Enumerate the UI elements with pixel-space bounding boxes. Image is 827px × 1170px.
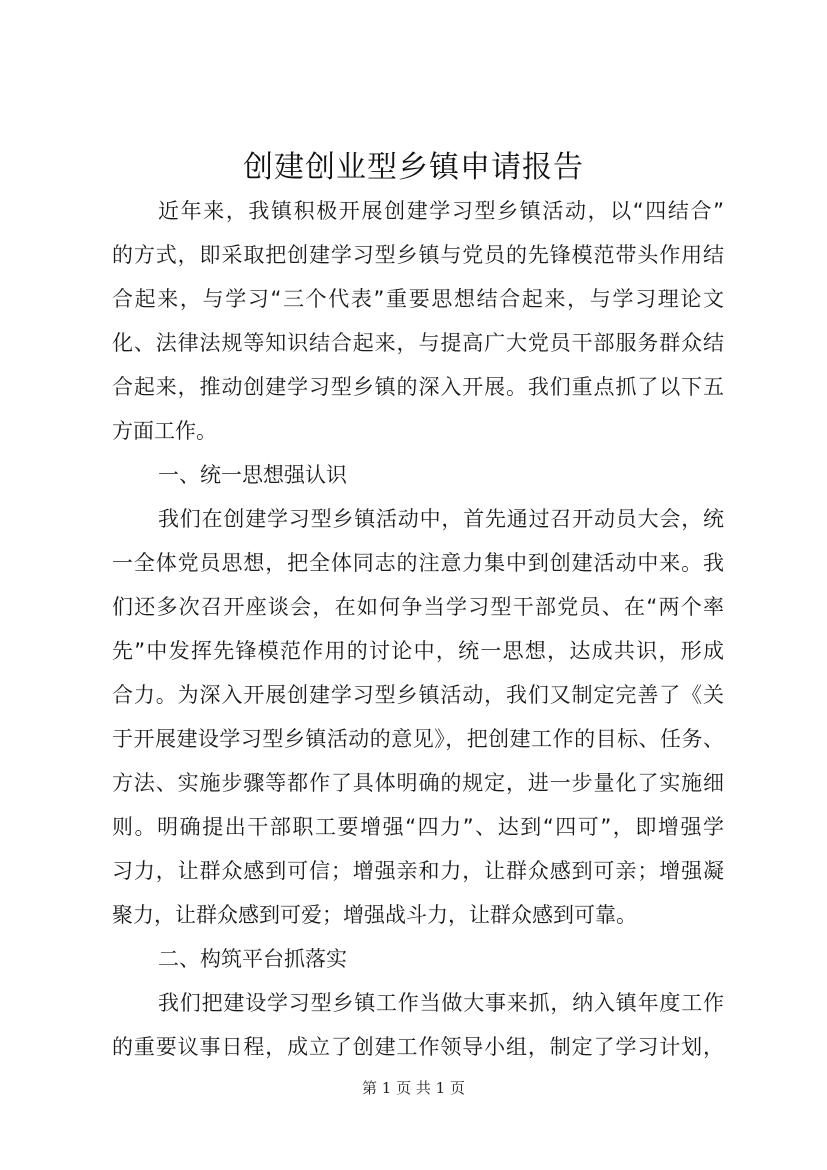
paragraph-line: 先”中发挥先锋模范作用的讨论中，统一思想，达成共识，形成 xyxy=(112,639,724,663)
paragraph-line: 化、法律法规等知识结合起来，与提高广大党员干部服务群众结 xyxy=(112,331,724,355)
section-heading: 一、统一思想强认识 xyxy=(158,463,347,487)
paragraph-line: 们还多次召开座谈会，在如何争当学习型干部党员、在“两个率 xyxy=(112,595,724,619)
paragraph-line: 合起来，推动创建学习型乡镇的深入开展。我们重点抓了以下五 xyxy=(112,375,724,399)
paragraph-line: 一全体党员思想，把全体同志的注意力集中到创建活动中来。我 xyxy=(112,551,724,575)
paragraph-line: 我们把建设学习型乡镇工作当做大事来抓，纳入镇年度工作 xyxy=(158,991,724,1015)
paragraph-line: 方法、实施步骤等都作了具体明确的规定，进一步量化了实施细 xyxy=(112,771,724,795)
paragraph-line: 合起来，与学习“三个代表”重要思想结合起来，与学习理论文 xyxy=(112,287,724,311)
section-heading: 二、构筑平台抓落实 xyxy=(158,947,347,971)
paragraph-line: 的重要议事日程，成立了创建工作领导小组，制定了学习计划， xyxy=(112,1035,724,1059)
paragraph-line: 的方式，即采取把创建学习型乡镇与党员的先锋模范带头作用结 xyxy=(112,243,724,267)
paragraph-line: 我们在创建学习型乡镇活动中，首先通过召开动员大会，统 xyxy=(158,507,724,531)
paragraph-line: 聚力，让群众感到可爱；增强战斗力，让群众感到可靠。 xyxy=(112,903,637,927)
paragraph-line: 合力。为深入开展创建学习型乡镇活动，我们又制定完善了《关 xyxy=(112,683,724,707)
page-footer: 第 1 页 共 1 页 xyxy=(362,1079,465,1097)
paragraph-line: 于开展建设学习型乡镇活动的意见》，把创建工作的目标、任务、 xyxy=(112,727,724,751)
paragraph-line: 则。明确提出干部职工要增强“四力”、达到“四可”，即增强学 xyxy=(112,815,724,839)
paragraph-line: 方面工作。 xyxy=(112,419,217,443)
document-title: 创建创业型乡镇申请报告 xyxy=(243,150,584,185)
paragraph-line: 习力，让群众感到可信；增强亲和力，让群众感到可亲；增强凝 xyxy=(112,859,724,883)
paragraph-line: 近年来，我镇积极开展创建学习型乡镇活动，以“四结合” xyxy=(158,199,724,223)
